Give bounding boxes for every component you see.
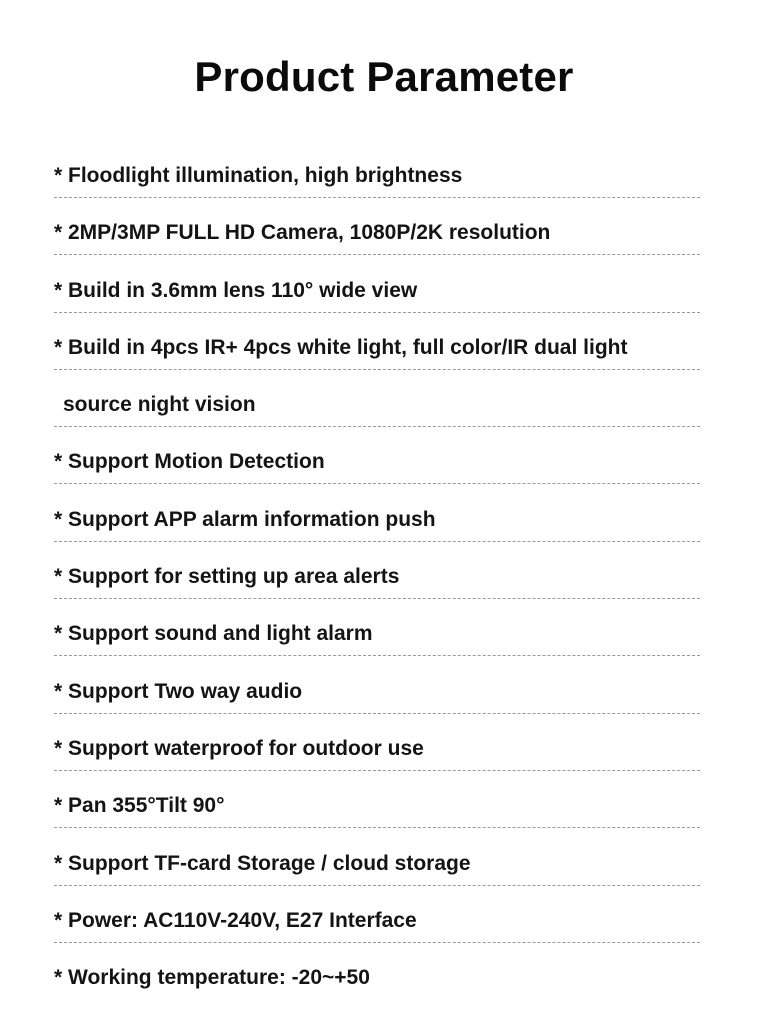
list-item bbox=[54, 214, 700, 271]
list-item-text: * Support waterproof for outdoor use bbox=[54, 736, 424, 760]
list-item bbox=[54, 845, 700, 902]
dashed-divider bbox=[54, 254, 700, 255]
dashed-divider bbox=[54, 312, 700, 313]
dashed-divider bbox=[54, 598, 700, 599]
list-item-text: * Build in 4pcs IR+ 4pcs white light, full color/IR dual light bbox=[54, 335, 628, 359]
parameter-list bbox=[54, 157, 700, 1016]
list-item bbox=[54, 558, 700, 615]
dashed-divider bbox=[54, 483, 700, 484]
dashed-divider bbox=[54, 713, 700, 714]
list-item-text: * Support Motion Detection bbox=[54, 450, 325, 474]
list-item bbox=[54, 615, 700, 672]
list-item-text: * Support for setting up area alerts bbox=[54, 565, 400, 589]
list-item-text: * Floodlight illumination, high brightness bbox=[54, 164, 463, 187]
list-item-text: * Working temperature: -20~+50 bbox=[54, 966, 370, 990]
list-item bbox=[54, 730, 700, 787]
list-item-continuation bbox=[54, 386, 700, 443]
dashed-divider bbox=[54, 942, 700, 943]
list-item-text: * Power: AC110V-240V, E27 Interface bbox=[54, 908, 417, 932]
list-item-text: source night vision bbox=[63, 393, 256, 417]
dashed-divider bbox=[54, 541, 700, 542]
list-item-text: * Support APP alarm information push bbox=[54, 507, 436, 531]
list-item-text: * Support TF-card Storage / cloud storage bbox=[54, 851, 471, 875]
dashed-divider bbox=[54, 827, 700, 828]
list-item bbox=[54, 959, 700, 1016]
dashed-divider bbox=[54, 770, 700, 771]
page-title: Product Parameter bbox=[194, 53, 574, 100]
dashed-divider bbox=[54, 369, 700, 370]
list-item-text: * Build in 3.6mm lens 110° wide view bbox=[54, 278, 418, 302]
list-item-text: * Pan 355°Tilt 90° bbox=[54, 794, 225, 818]
dashed-divider bbox=[54, 426, 700, 427]
list-item-text: * Support Two way audio bbox=[54, 679, 303, 703]
list-item bbox=[54, 501, 700, 558]
list-item bbox=[54, 787, 700, 844]
list-item bbox=[54, 902, 700, 959]
list-item bbox=[54, 443, 700, 500]
dashed-divider bbox=[54, 885, 700, 886]
list-item-text: * 2MP/3MP FULL HD Camera, 1080P/2K resolution bbox=[54, 221, 551, 245]
list-item bbox=[54, 272, 700, 329]
list-item bbox=[54, 157, 700, 214]
list-item bbox=[54, 329, 700, 386]
dashed-divider bbox=[54, 655, 700, 656]
list-item bbox=[54, 673, 700, 730]
dashed-divider bbox=[54, 197, 700, 198]
list-item-text: * Support sound and light alarm bbox=[54, 622, 373, 646]
